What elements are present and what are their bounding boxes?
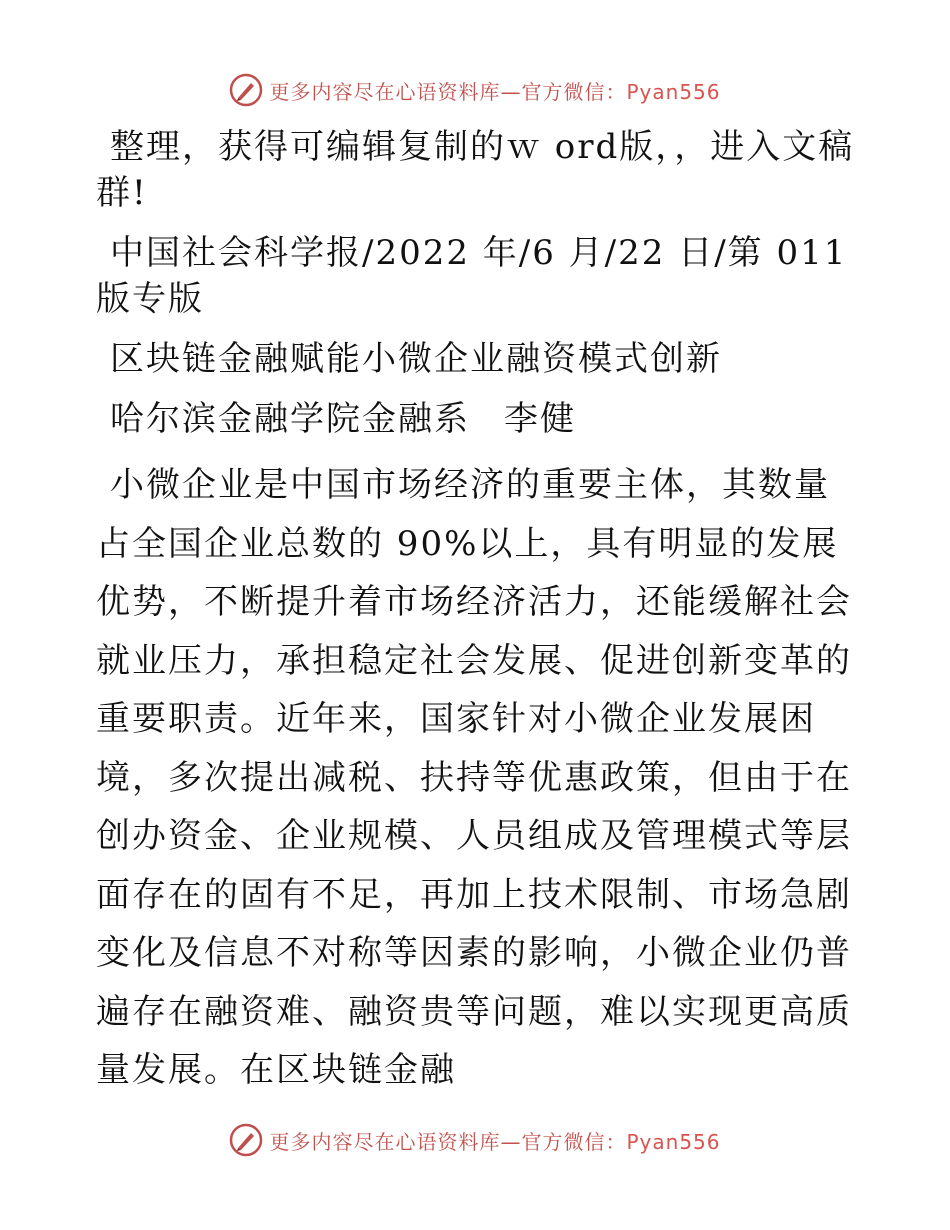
header-banner-text: 更多内容尽在心语资料库—官方微信：Pyan556 <box>269 79 721 104</box>
intro-line: 整理，获得可编辑复制的ｗ ord版，，进入文稿群! <box>96 127 855 213</box>
pen-logo-icon <box>229 73 263 107</box>
body-paragraph: 小微企业是中国市场经济的重要主体，其数量占全国企业总数的 90%以上，具有明显的发展优势，不断提升着市场经济活力，还能缓解社会就业压力，承担稳定社会发展、促进创新变革的重要职责。近年来，国家针对小微企业发展困境，多次提出减税、扶持等优惠政策，但由于在创办资金、企业规模、人员组成及管理模式等层面存在的固有不足，再加上技术限制、市场急剧变化及信息不对称等因素的影响，小微企业仍普遍存在融资难、融资贵等问题，难以实现更高质量发展。在区块链金融 <box>96 465 852 1090</box>
affiliation: 哈尔滨金融学院金融系 <box>110 399 470 439</box>
footer-banner-text: 更多内容尽在心语资料库—官方微信：Pyan556 <box>269 1129 721 1154</box>
footer-banner <box>0 1122 950 1158</box>
author-line <box>96 396 856 442</box>
article-title: 区块链金融赋能小微企业融资模式创新 <box>110 339 722 379</box>
author-name: 李健 <box>504 399 576 439</box>
document-body <box>96 124 856 1114</box>
pen-logo-icon <box>229 1123 263 1157</box>
source-line: 中国社会科学报/2022 年/6 月/22 日/第 011 版专版 <box>96 233 848 319</box>
header-banner <box>0 72 950 108</box>
